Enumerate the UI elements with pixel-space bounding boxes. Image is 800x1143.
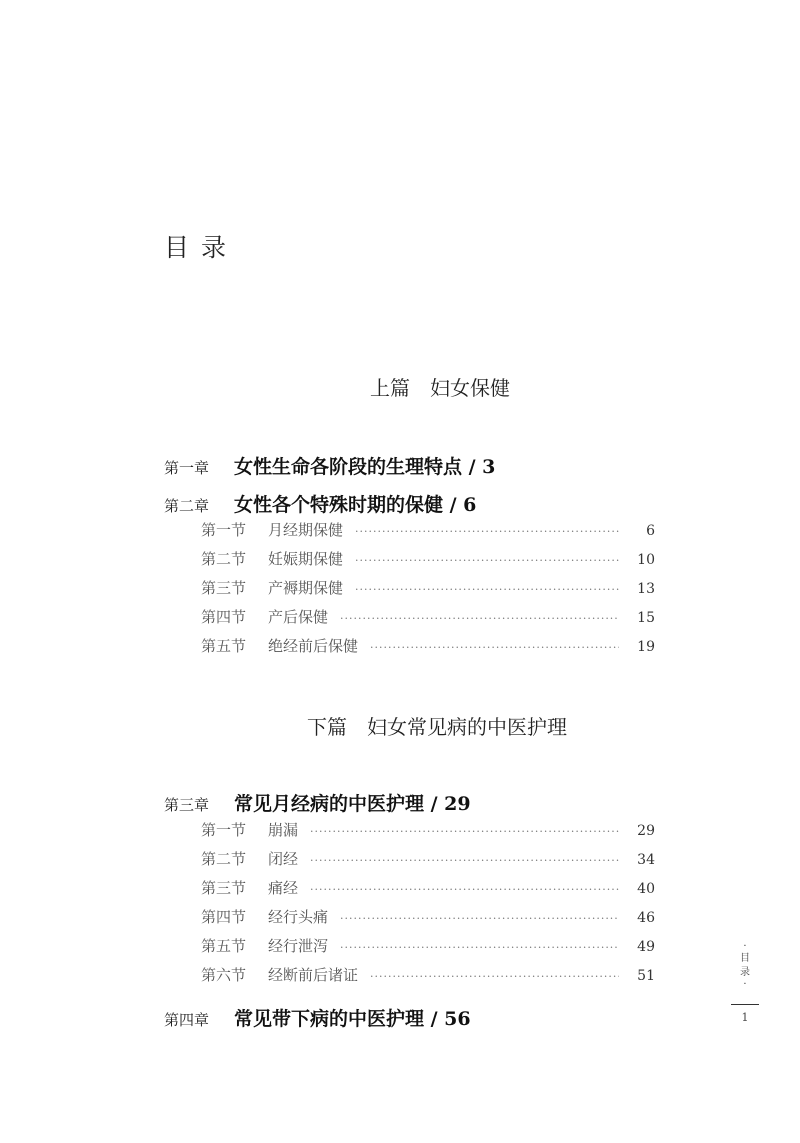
- chapter-title: 常见月经病的中医护理 / 29: [234, 793, 471, 815]
- section-title: 经行泄泻: [268, 937, 329, 955]
- section-number: 第四节: [201, 608, 247, 626]
- toc-section[interactable]: [201, 877, 655, 898]
- section-page-number: 6: [646, 523, 655, 539]
- section-title: 月经期保健: [268, 521, 344, 539]
- marker-dot: ·: [743, 979, 747, 990]
- dot-leader: [310, 853, 619, 869]
- marker-rule: [731, 1004, 759, 1005]
- section-page-number: 13: [637, 581, 655, 597]
- toc-chapter-1[interactable]: [164, 452, 495, 479]
- chapter-number: 第三章: [164, 796, 210, 814]
- section-page-number: 40: [637, 881, 655, 897]
- section-number: 第六节: [201, 966, 247, 984]
- toc-chapter-3[interactable]: [164, 789, 471, 816]
- chapter-number: 第二章: [164, 497, 210, 515]
- section-title: 经行头痛: [268, 908, 329, 926]
- chapter-number: 第四章: [164, 1011, 210, 1029]
- toc-chapter-4[interactable]: [164, 1004, 471, 1031]
- dot-leader: [340, 940, 619, 956]
- dot-leader: [310, 882, 619, 898]
- dot-leader: [355, 524, 619, 540]
- section-number: 第一节: [201, 821, 247, 839]
- section-title: 经断前后诸证: [268, 966, 359, 984]
- section-number: 第一节: [201, 521, 247, 539]
- section-page-number: 19: [637, 639, 655, 655]
- dot-leader: [355, 582, 619, 598]
- section-number: 第三节: [201, 879, 247, 897]
- marker-char: 目: [740, 953, 750, 964]
- page-number: 1: [741, 1011, 749, 1024]
- toc-section[interactable]: [201, 635, 655, 656]
- section-title: 绝经前后保健: [268, 637, 359, 655]
- section-page-number: 46: [637, 910, 655, 926]
- toc-section[interactable]: [201, 606, 655, 627]
- toc-section[interactable]: [201, 519, 655, 540]
- toc-section[interactable]: [201, 906, 655, 927]
- dot-leader: [340, 911, 619, 927]
- section-page-number: 15: [637, 610, 655, 626]
- section-number: 第二节: [201, 550, 247, 568]
- section-title: 产后保健: [268, 608, 329, 626]
- section-number: 第四节: [201, 908, 247, 926]
- section-number: 第五节: [201, 637, 247, 655]
- toc-section[interactable]: [201, 577, 655, 598]
- dot-leader: [310, 824, 619, 840]
- section-page-number: 34: [637, 852, 655, 868]
- section-number: 第二节: [201, 850, 247, 868]
- section-title: 痛经: [268, 879, 299, 897]
- chapter-title: 常见带下病的中医护理 / 56: [234, 1008, 471, 1030]
- toc-section[interactable]: [201, 819, 655, 840]
- page-title: 目录: [164, 233, 239, 262]
- section-page-number: 10: [637, 552, 655, 568]
- section-page-number: 29: [637, 823, 655, 839]
- dot-leader: [355, 553, 619, 569]
- toc-section[interactable]: [201, 848, 655, 869]
- marker-char: 录: [740, 967, 750, 978]
- chapter-title: 女性生命各阶段的生理特点 / 3: [234, 456, 496, 478]
- section-number: 第五节: [201, 937, 247, 955]
- toc-section[interactable]: [201, 548, 655, 569]
- part-title-lower: 下篇 妇女常见病的中医护理: [307, 715, 567, 739]
- section-title: 产褥期保健: [268, 579, 344, 597]
- dot-leader: [340, 611, 619, 627]
- dot-leader: [370, 640, 619, 656]
- chapter-title: 女性各个特殊时期的保健 / 6: [234, 494, 477, 516]
- toc-section[interactable]: [201, 935, 655, 956]
- section-page-number: 49: [637, 939, 655, 955]
- section-page-number: 51: [637, 968, 655, 984]
- side-page-marker: [730, 942, 760, 1024]
- toc-chapter-2[interactable]: [164, 490, 476, 517]
- section-title: 崩漏: [268, 821, 299, 839]
- toc-section[interactable]: [201, 964, 655, 985]
- part-title-upper: 上篇 妇女保健: [370, 376, 510, 400]
- section-title: 妊娠期保健: [268, 550, 344, 568]
- section-title: 闭经: [268, 850, 299, 868]
- chapter-number: 第一章: [164, 459, 210, 477]
- marker-dot: ·: [743, 941, 747, 952]
- section-number: 第三节: [201, 579, 247, 597]
- dot-leader: [370, 969, 619, 985]
